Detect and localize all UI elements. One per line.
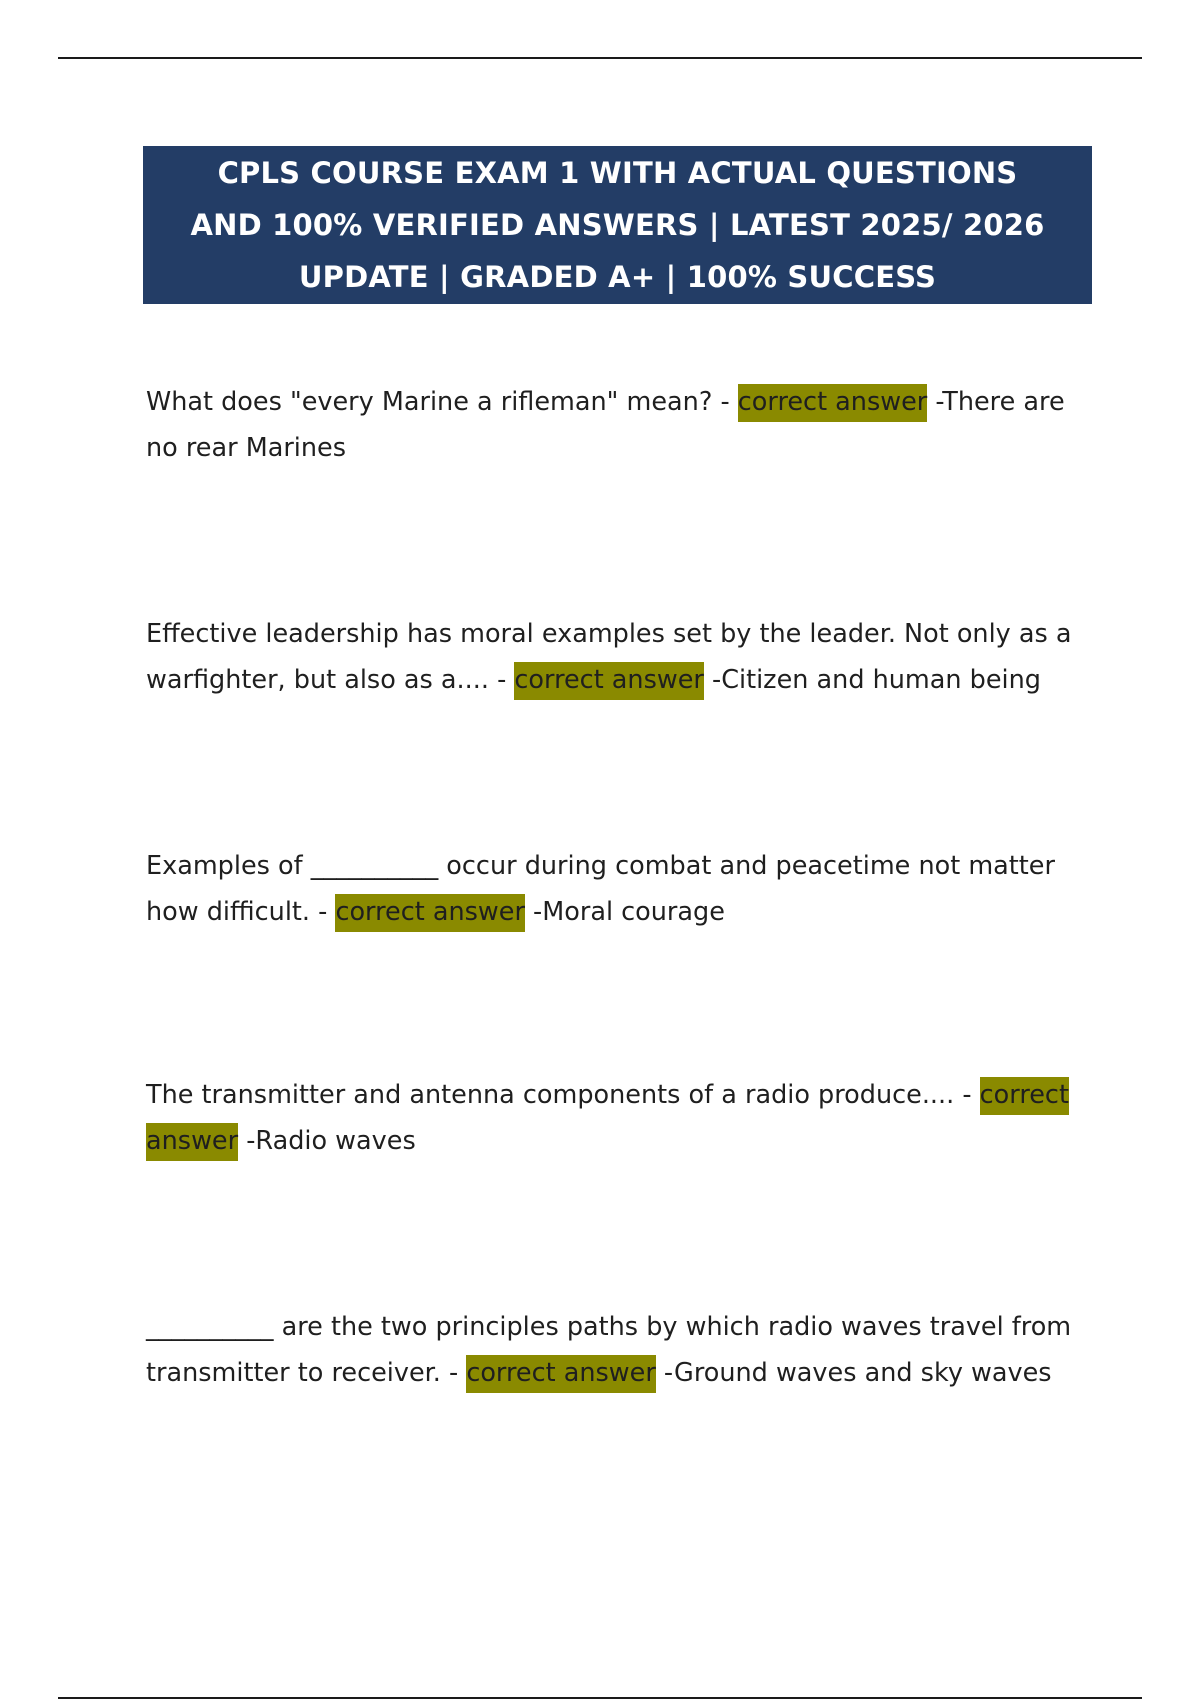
question-text: The transmitter and antenna components of a radio produce.... -	[146, 1080, 980, 1110]
question-text: Effective leadership has moral examples set by the leader. Not only as a warfighter, but also as a.... -	[146, 619, 1072, 695]
question-text: What does "every Marine a rifleman" mean? -	[146, 387, 738, 417]
answer-marker-highlight: correct answer	[514, 662, 704, 700]
question-text: Examples of __________ occur during combat and peacetime not matter how difficult. -	[146, 851, 1055, 927]
title-banner	[143, 146, 1092, 304]
qa-item-4	[146, 1072, 1092, 1164]
qa-item-2	[146, 611, 1092, 703]
document-title: CPLS COURSE EXAM 1 WITH ACTUAL QUESTIONS AND 100% VERIFIED ANSWERS | LATEST 2025/ 2026 UPDATE | GRADED A+ | 100% SUCCESS	[190, 156, 1045, 294]
answer-text: -There are no rear Marines	[146, 387, 1065, 463]
answer-text: -Moral courage	[524, 897, 725, 927]
qa-item-5	[146, 1304, 1092, 1396]
qa-item-3	[146, 843, 1092, 935]
answer-text: -Radio waves	[238, 1126, 416, 1156]
answer-marker-highlight: correct answer	[466, 1355, 656, 1393]
answer-marker-highlight: correct answer	[335, 894, 525, 932]
qa-item-1	[146, 379, 1092, 471]
answer-text: -Citizen and human being	[703, 665, 1041, 695]
question-text: __________ are the two principles paths by which radio waves travel from transmitter to receiver. -	[146, 1312, 1072, 1388]
top-divider	[58, 57, 1142, 59]
bottom-divider	[58, 1697, 1142, 1699]
answer-marker-highlight: correct answer	[146, 1077, 1069, 1161]
answer-text: -Ground waves and sky waves	[655, 1358, 1052, 1388]
answer-marker-highlight: correct answer	[738, 384, 928, 422]
